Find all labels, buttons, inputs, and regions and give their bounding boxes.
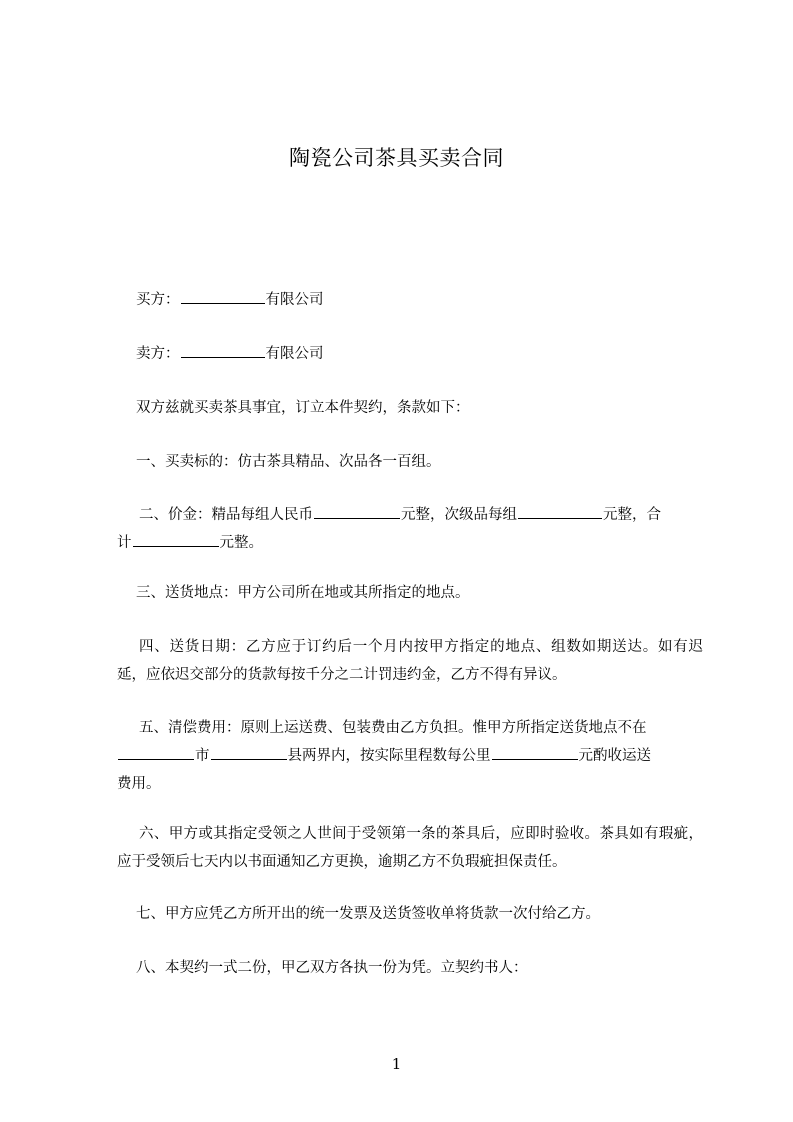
clause-2-text-1: 二、价金：精品每组人民币 xyxy=(139,507,313,523)
clause-5 xyxy=(117,714,703,798)
document-title: 陶瓷公司茶具买卖合同 xyxy=(289,146,504,170)
buyer-line xyxy=(117,286,722,314)
total-price-blank xyxy=(133,532,219,547)
buyer-name-blank xyxy=(181,289,265,304)
clause-5-text-5: 费用。 xyxy=(117,776,161,792)
clause-4: 四、送货日期：乙方应于订约后一个月内按甲方指定的地点、组数如期送达。如有迟延，应依迟交部分的货款每按千分之二计罚违约金，乙方不得有异议。 xyxy=(117,639,703,683)
clause-3: 三、送货地点：甲方公司所在地或其所指定的地点。 xyxy=(136,585,470,601)
clause-2 xyxy=(117,501,703,557)
clause-2-text-5: 元整。 xyxy=(219,535,263,551)
page-number: 1 xyxy=(391,1055,402,1073)
clause-6: 六、甲方或其指定受领之人世间于受领第一条的茶具后，应即时验收。茶具如有瑕疵，应于受领后七天内以书面通知乙方更换，逾期乙方不负瑕疵担保责任。 xyxy=(117,826,703,870)
clause-1: 一、买卖标的：仿古茶具精品、次品各一百组。 xyxy=(136,454,441,470)
clause-5-text-1: 五、清偿费用：原则上运送费、包装费由乙方负担。惟甲方所指定送货地点不在 xyxy=(139,720,647,736)
seller-name-blank xyxy=(181,343,265,358)
clause-7: 七、甲方应凭乙方所开出的统一发票及送货签收单将货款一次付给乙方。 xyxy=(136,906,600,922)
seller-label: 卖方： xyxy=(136,346,180,362)
clause-2-text-4: 计 xyxy=(117,535,132,551)
premium-price-blank xyxy=(314,504,400,519)
per-km-fee-blank xyxy=(492,745,578,760)
clause-5-text-2: 市 xyxy=(195,748,210,764)
buyer-suffix: 有限公司 xyxy=(265,292,324,308)
secondary-price-blank xyxy=(518,504,602,519)
intro-paragraph: 双方兹就买卖茶具事宜，订立本件契约，条款如下： xyxy=(136,400,470,416)
clause-8: 八、本契约一式二份，甲乙双方各执一份为凭。立契约书人： xyxy=(136,960,528,976)
clause-5-text-4: 元酌收运送 xyxy=(578,748,651,764)
buyer-label: 买方： xyxy=(136,292,180,308)
clause-2-text-3: 元整，合 xyxy=(603,507,661,523)
seller-line xyxy=(117,340,722,368)
clause-5-text-3: 县两界内，按实际里程数每公里 xyxy=(287,748,491,764)
county-blank xyxy=(211,745,287,760)
city-blank xyxy=(118,745,194,760)
clause-2-text-2: 元整，次级品每组 xyxy=(401,507,517,523)
seller-suffix: 有限公司 xyxy=(265,346,324,362)
